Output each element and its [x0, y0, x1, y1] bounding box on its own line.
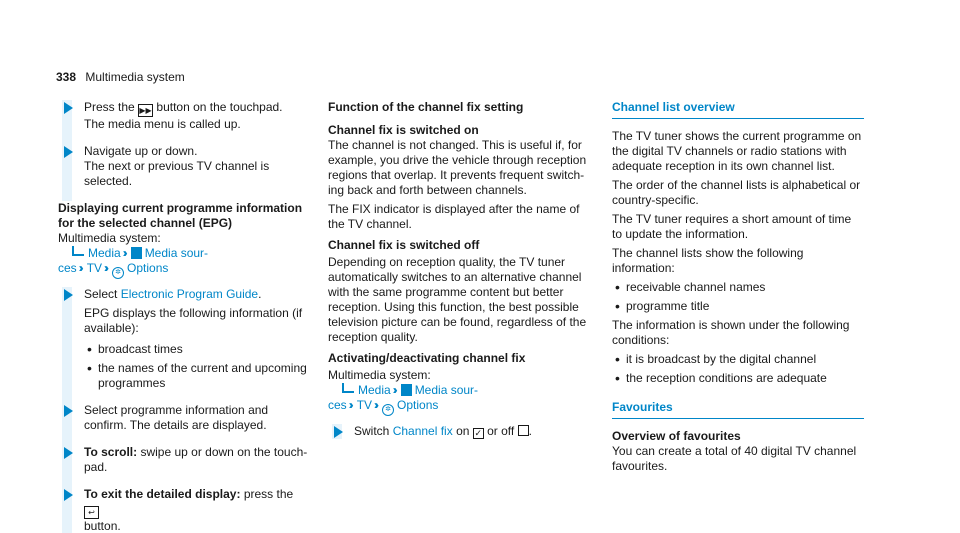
epg-bullets	[84, 342, 308, 391]
media-icon	[401, 384, 412, 396]
subheading: Activating/deactivating channel fix	[328, 351, 526, 365]
epg-link[interactable]: Electronic Program Guide	[120, 287, 259, 301]
step-navigate: Navigate up or down. The next or previous TV channel is selected.	[58, 144, 308, 189]
skip-forward-button-icon: ▶▶	[139, 106, 152, 115]
step-arrow-icon	[64, 405, 73, 417]
checkbox-checked-icon: ✓	[474, 428, 483, 438]
list-item: • receivable channel names	[612, 280, 864, 295]
channel-fix-heading: Function of the channel fix setting	[328, 100, 524, 114]
step-arrow-icon	[64, 146, 73, 158]
checkbox-unchecked-icon	[518, 425, 529, 436]
menu-path: Media ›› Media sour-	[328, 383, 598, 398]
step-arrow-icon	[64, 102, 73, 114]
epg-section: Displaying current programme information for the selected channel (EPG) Multimedia system: Media ›› Media sour- ces ›› TV ›› ✲ Options	[58, 201, 308, 279]
list-item: • broadcast times	[84, 342, 308, 357]
path-start-icon	[342, 383, 354, 393]
step-scroll: To scroll: swipe up or down on the touch-pad.	[58, 445, 308, 475]
section-title-favourites: Favourites	[612, 400, 864, 419]
chevron-icon: ››	[104, 261, 107, 275]
channel-fix-link[interactable]: Channel fix	[392, 424, 453, 438]
subheading: Channel fix is switched on	[328, 123, 479, 137]
path-start-icon	[72, 246, 84, 256]
chevron-icon: ››	[78, 261, 81, 275]
step-press-button: Press the ▶▶ button on the touchpad. The media menu is called up.	[58, 100, 308, 132]
step-exit: To exit the detailed display: press the ↩ button.	[58, 487, 308, 533]
subheading: Channel fix is switched off	[328, 238, 480, 252]
chevron-icon: ››	[392, 383, 395, 397]
column-3: Channel list overview The TV tuner shows the current programme on the digital TV channels or radio stations with adequate reception in its own channel list. The order of the channel lists is alphabetical or country-specific. The TV tuner requires a short amount of time to update the information. The channel lists show the following information: • receivable channel names • programme title The information is shown under the following conditions: • it is broadcast by the digital channel • the reception conditions are adequate Favourites Overview of favourites You can create a total of 40 digital TV channel favourites.	[612, 100, 864, 478]
step-switch-fix: Switch Channel fix on ✓ or off .	[328, 424, 598, 439]
menu-path-cont: ces ›› TV ›› ✲ Options	[328, 398, 598, 416]
section-title-channel-list: Channel list overview	[612, 100, 864, 119]
chevron-icon: ››	[374, 398, 377, 412]
list-item: • programme title	[612, 299, 864, 314]
chevron-icon: ››	[122, 246, 125, 260]
column-2: Function of the channel fix setting Channel fix is switched on The channel is not changed. This is useful if, for example, you drive the vehicle through reception regions that overlap. It prevents frequent switch-ing back and forth between channels. The FIX indicator is displayed after the name of the TV channel. Channel fix is switched off Depending on reception quality, the TV tuner automatically switches to an alternative channel with the same programme content but better reception. Using this function, the best possible television picture can be found, regardless of the reception quality. Activating/deactivating channel fix Multimedia system: Media ›› Media sour- ces ›› TV ›› ✲ Options Switch Channel fix on ✓ or off .	[328, 100, 598, 451]
channel-list-bullets	[612, 280, 864, 314]
page-header	[56, 70, 185, 85]
step-arrow-icon	[64, 289, 73, 301]
menu-path-cont: ces ›› TV ›› ✲ Options	[58, 261, 308, 279]
step-arrow-icon	[64, 489, 73, 501]
epg-heading: Displaying current programme information for the selected channel (EPG)	[58, 201, 303, 230]
options-gear-icon: ✲	[382, 404, 394, 416]
subheading: Overview of favourites	[612, 429, 741, 443]
page-number: 338	[56, 70, 77, 84]
condition-bullets	[612, 352, 864, 386]
list-item: • the names of the current and upcoming programmes	[84, 361, 308, 391]
step-arrow-icon	[334, 426, 343, 438]
step-select-info: Select programme information and confirm. The details are displayed.	[58, 403, 308, 433]
step-select-epg: Select Electronic Program Guide. EPG displays the following information (if available): • broadcast times • the names of the current and upcoming programmes	[58, 287, 308, 391]
step-arrow-icon	[64, 447, 73, 459]
chevron-icon: ››	[348, 398, 351, 412]
options-gear-icon: ✲	[112, 267, 124, 279]
list-item: • the reception conditions are adequate	[612, 371, 864, 386]
media-icon	[131, 247, 142, 259]
page-title: Multimedia system	[85, 70, 185, 84]
back-button-icon: ↩	[84, 506, 99, 519]
list-item: • it is broadcast by the digital channel	[612, 352, 864, 367]
menu-path: Media ›› Media sour-	[58, 246, 308, 261]
column-1	[58, 100, 308, 533]
